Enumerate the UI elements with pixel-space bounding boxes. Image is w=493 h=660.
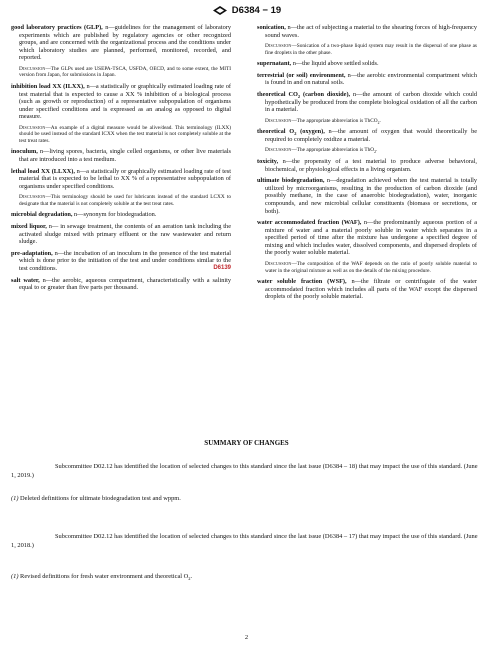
definition-term: good laboratory practices (GLP), bbox=[11, 24, 103, 31]
discussion-text: —The composition of the WAF depends on the ratio of poorly soluble material to water in the original mixture as well as on the details of the mixing procedure. bbox=[265, 261, 477, 274]
definition-term: inoculum, bbox=[11, 148, 38, 156]
summary-paragraph-1: Subcommittee D02.12 has identified the location of selected changes to this standard since the last issue (D6384 – 18) that may impact the use of this standard. (June 1, 2019.) bbox=[11, 463, 478, 479]
definition-term: lethal load XX (LLXX), bbox=[11, 167, 75, 175]
definition-term: toxicity, bbox=[257, 157, 279, 165]
right-column bbox=[257, 24, 477, 305]
discussion-note bbox=[11, 66, 231, 79]
discussion-text: —The appropriate abbreviation is ThCO$_2$. bbox=[291, 117, 381, 125]
definition-term: theoretical $CO_2$ (carbon dioxide), bbox=[257, 90, 351, 99]
definition-term: pre-adaptation, bbox=[11, 249, 53, 257]
definition-body: n—the liquid above settled solids. bbox=[291, 60, 379, 68]
definition-entry bbox=[11, 24, 231, 62]
definition-term: water accommodated fraction (WAF), bbox=[257, 219, 362, 227]
definition-entry bbox=[257, 91, 477, 114]
page-number: 2 bbox=[244, 634, 249, 641]
definition-entry bbox=[11, 250, 231, 273]
discussion-note bbox=[257, 118, 477, 125]
summary-item-1: (1) Deleted definitions for ultimate biodegradation test and wppm. bbox=[11, 495, 181, 502]
definition-term: salt water, bbox=[11, 276, 40, 284]
discussion-label: Discussion bbox=[265, 43, 292, 50]
discussion-label: Discussion bbox=[265, 147, 292, 154]
discussion-note bbox=[11, 125, 231, 145]
discussion-note bbox=[257, 261, 477, 274]
discussion-text: —An example of a digital measure would be alive/dead. This terminology (ILXX) should be used instead of the standard ICXX when the test material is not completely soluble at the test treat rates. bbox=[19, 124, 231, 144]
definition-body: n—the filtrate or centrifugate of the water accommodated fraction which includes all parts of the WAF except the dispersed droplets of the poorly soluble material. bbox=[265, 278, 477, 301]
definition-body: n—guidelines for the management of laboratory experiments which are published by regulatory agencies or other recognized groups, and are concerned with the organizational process and the conditions under which laboratory studies are planned, performed, monitored, recorded, and reported. bbox=[19, 24, 231, 62]
definition-body: n—the incubation of an inoculum in the presence of the test material which is done prior to the initiation of the test and under conditions similar to the test conditions. bbox=[19, 249, 231, 272]
definition-body: n—the amount of oxygen that would theoretically be required to completely oxidize a material. bbox=[265, 128, 478, 143]
discussion-text: —The GLPs used are USEPA-TSCA, USFDA, OECD, and to some extent, the MITI version from Japan, for submissions in Japan. bbox=[19, 65, 231, 79]
definition-body: n—the act of subjecting a material to the shearing forces of high-frequency sound waves. bbox=[265, 24, 477, 39]
definition-entry bbox=[11, 277, 231, 292]
definition-entry bbox=[11, 83, 231, 121]
definition-body: n—synonym for biodegradation. bbox=[72, 211, 157, 219]
left-column bbox=[11, 24, 231, 296]
discussion-label: Discussion bbox=[265, 261, 292, 268]
definition-term: supernatant, bbox=[257, 60, 292, 68]
definition-body: n—the predominantly aqueous portion of a mixture of water and a material poorly soluble in water which separates in a specified period of time after the mixture has undergone a specified degree of mixing and which includes water, dissolved components, and dispersed droplets of the poorly water soluble material. bbox=[265, 219, 478, 257]
definition-entry bbox=[257, 158, 477, 173]
definition-body: n—living spores, bacteria, single celled organisms, or other live materials that are introduced into a test medium. bbox=[19, 148, 231, 164]
definition-entry bbox=[257, 72, 477, 87]
source-reference-mark: D6139 bbox=[213, 264, 231, 271]
discussion-note bbox=[11, 194, 231, 207]
discussion-label: Discussion bbox=[19, 124, 46, 131]
definition-term: theoretical $O_2$ (oxygen), bbox=[257, 128, 325, 137]
definition-term: microbial degradation, bbox=[11, 211, 73, 219]
definition-body: n—a statistically or graphically estimated loading rate of test material that is expected to cause a XX % inhibition of a biological process (such as growth or reproduction) of a representative subpopulation of organisms under specified conditions and is expressed as an analog as opposed to digital measure. bbox=[19, 82, 231, 121]
definition-body: n—degradation achieved when the test material is totally utilized by microorganisms, resulting in the production of carbon dioxide (and possibly methane, in the case of anaerobic biodegradation), water, inorganic compounds, and new microbial cellular constituents (biomass or secretions, or both). bbox=[265, 177, 477, 215]
discussion-note bbox=[257, 43, 477, 56]
definition-body: n—the aerobic, aqueous compartment, characteristically with a salinity equal to or greater than five parts per thousand. bbox=[19, 276, 232, 292]
summary-paragraph-2: Subcommittee D02.12 has identified the location of selected changes to this standard since the last issue (D6384 – 17) that may impact the use of this standard. (June 1, 2018.) bbox=[11, 533, 478, 549]
astm-logo-icon bbox=[212, 5, 228, 16]
definition-entry bbox=[11, 168, 231, 191]
page-header bbox=[0, 5, 493, 16]
discussion-text: —The appropriate abbreviation is ThO$_2$. bbox=[291, 147, 378, 155]
definition-term: sonication, bbox=[257, 24, 286, 31]
definition-body: n—the propensity of a test material to produce adverse behavioral, biochemical, or physiological effects in a living organism. bbox=[265, 157, 477, 173]
definition-term: ultimate biodegradation, bbox=[257, 177, 325, 185]
discussion-text: —This terminology should be used for lubricants instead of the standard LCXX to designate that the material is not completely soluble at the test treat rates. bbox=[19, 194, 231, 207]
summary-item-2: (1) Revised definitions for fresh water environment and theoretical $O_2$. bbox=[11, 573, 193, 581]
definition-term: terrestrial (or soil) environment, bbox=[257, 71, 346, 79]
discussion-note bbox=[257, 147, 477, 154]
definition-entry bbox=[11, 148, 231, 163]
definition-entry bbox=[11, 223, 231, 246]
definition-body: n—the aerobic environmental compartment which is found in and on natural soils. bbox=[265, 71, 477, 87]
discussion-label: Discussion bbox=[19, 65, 46, 72]
definition-body: n—a statistically or graphically estimated loading rate of test material that is expected to be lethal to XX % of a representative subpopulation of organisms under specified conditions. bbox=[19, 167, 231, 190]
definition-entry bbox=[257, 278, 477, 301]
discussion-label: Discussion bbox=[265, 117, 292, 124]
definition-body: n— in sewage treatment, the contents of an aeration tank including the activated sludge mixed with primary effluent or the raw wastewater and return sludge. bbox=[19, 223, 231, 246]
definition-entry bbox=[257, 177, 477, 215]
summary-title: SUMMARY OF CHANGES bbox=[204, 439, 289, 447]
definition-entry bbox=[11, 211, 231, 219]
definition-entry bbox=[257, 24, 477, 39]
definition-term: water soluble fraction (WSF), bbox=[257, 278, 347, 286]
definition-body: n—the amount of carbon dioxide which could hypothetically be produced from the complete biological oxidation of all the carbon in a material. bbox=[265, 90, 477, 114]
definition-entry bbox=[257, 128, 477, 143]
discussion-text: —Sonication of a two-phase liquid system may result in the dispersal of one phase as fine droplets in the other phase. bbox=[265, 43, 477, 56]
discussion-label: Discussion bbox=[19, 194, 46, 201]
definition-term: mixed liquor, bbox=[11, 223, 47, 230]
definition-term: inhibition load XX (ILXX), bbox=[11, 82, 85, 90]
definition-entry bbox=[257, 60, 477, 68]
designation: D6384 − 19 bbox=[231, 5, 282, 17]
definition-entry bbox=[257, 219, 477, 257]
